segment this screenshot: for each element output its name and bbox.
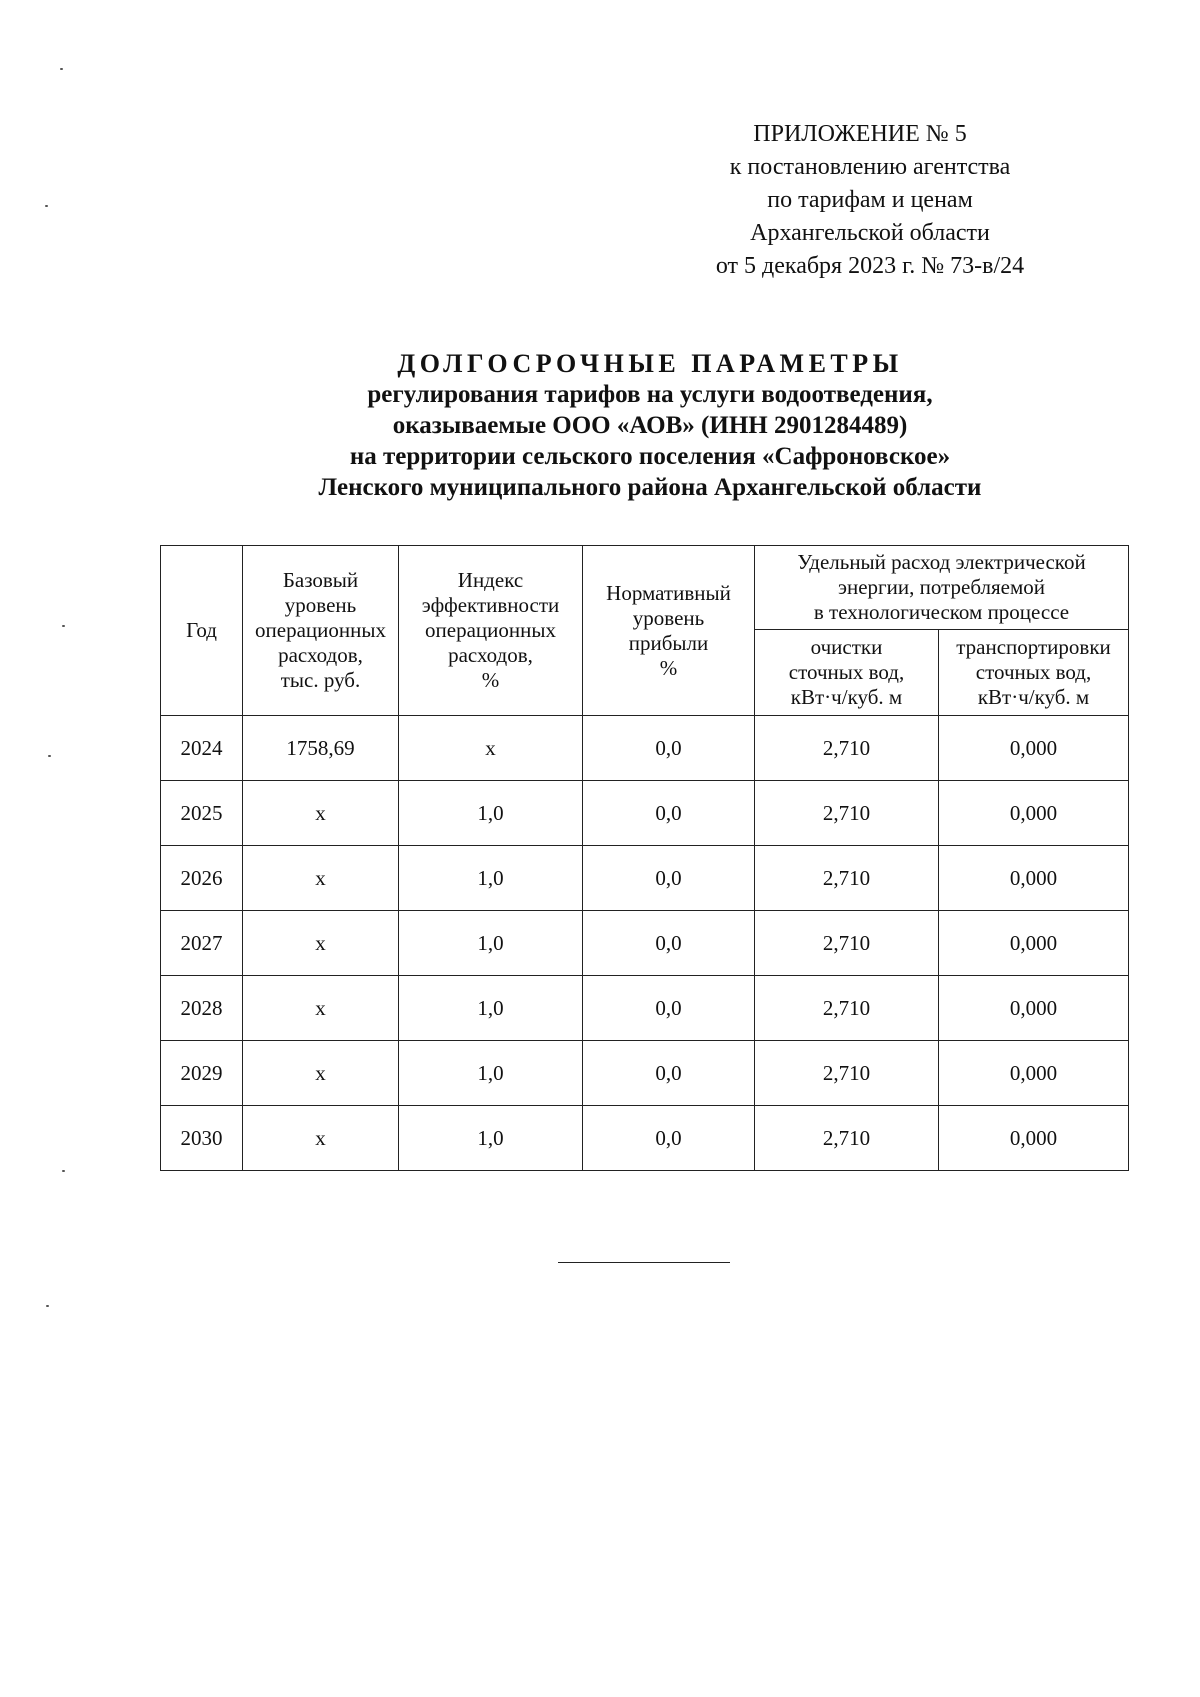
cell-base: х bbox=[243, 846, 399, 911]
header-cleaning bbox=[755, 630, 939, 716]
title-line: оказываемые ООО «АОВ» (ИНН 2901284489) bbox=[392, 412, 908, 439]
cell-cleaning: 2,710 bbox=[755, 1106, 939, 1171]
scan-speck bbox=[62, 1170, 65, 1172]
annex-line: к постановлению агентства bbox=[729, 154, 1011, 180]
cell-cleaning: 2,710 bbox=[755, 1041, 939, 1106]
header-text: расходов, bbox=[278, 643, 363, 667]
cell-index: 1,0 bbox=[399, 976, 583, 1041]
cell-year: 2024 bbox=[161, 716, 243, 781]
header-text: кВт·ч/куб. м bbox=[977, 685, 1090, 709]
table-row bbox=[161, 1106, 1129, 1171]
cell-cleaning: 2,710 bbox=[755, 976, 939, 1041]
table-row bbox=[161, 781, 1129, 846]
cell-cleaning: 2,710 bbox=[755, 911, 939, 976]
header-text: в технологическом процессе bbox=[813, 600, 1070, 624]
table-row bbox=[161, 846, 1129, 911]
cell-profit: 0,0 bbox=[583, 1106, 755, 1171]
cell-transport: 0,000 bbox=[939, 716, 1129, 781]
scan-speck bbox=[62, 625, 65, 627]
cell-index: х bbox=[399, 716, 583, 781]
header-text: кВт·ч/куб. м bbox=[790, 685, 903, 709]
cell-year: 2027 bbox=[161, 911, 243, 976]
annex-header bbox=[640, 118, 1100, 283]
cell-base: х bbox=[243, 911, 399, 976]
header-text: Индекс bbox=[457, 568, 524, 592]
header-text: операционных bbox=[425, 618, 556, 642]
header-text: энергии, потребляемой bbox=[837, 575, 1046, 599]
header-text: уровень bbox=[284, 593, 357, 617]
table-row bbox=[161, 911, 1129, 976]
annex-line: Архангельской области bbox=[750, 220, 990, 246]
header-text: расходов, bbox=[448, 643, 533, 667]
cell-profit: 0,0 bbox=[583, 716, 755, 781]
annex-date: от 5 декабря 2023 г. № 73-в/24 bbox=[715, 253, 1025, 279]
cell-index: 1,0 bbox=[399, 846, 583, 911]
header-text: Базовый bbox=[282, 568, 359, 592]
cell-profit: 0,0 bbox=[583, 976, 755, 1041]
scan-speck bbox=[60, 68, 63, 70]
table-row bbox=[161, 716, 1129, 781]
header-text: транспортировки bbox=[956, 635, 1111, 659]
cell-transport: 0,000 bbox=[939, 976, 1129, 1041]
header-year: Год bbox=[161, 546, 243, 716]
header-text: тыс. руб. bbox=[280, 668, 361, 692]
cell-index: 1,0 bbox=[399, 1106, 583, 1171]
cell-year: 2026 bbox=[161, 846, 243, 911]
cell-index: 1,0 bbox=[399, 781, 583, 846]
cell-profit: 0,0 bbox=[583, 781, 755, 846]
scan-speck bbox=[45, 205, 48, 207]
cell-year: 2030 bbox=[161, 1106, 243, 1171]
header-energy-group bbox=[755, 546, 1129, 630]
title-line: на территории сельского поселения «Сафроновское» bbox=[349, 443, 951, 470]
title-line: Ленского муниципального района Архангельской области bbox=[318, 474, 982, 501]
cell-base: х bbox=[243, 976, 399, 1041]
cell-base: х bbox=[243, 1041, 399, 1106]
cell-profit: 0,0 bbox=[583, 1041, 755, 1106]
header-profit-level bbox=[583, 546, 755, 716]
parameters-table bbox=[160, 545, 1129, 1171]
scan-speck bbox=[48, 755, 51, 757]
cell-year: 2028 bbox=[161, 976, 243, 1041]
cell-transport: 0,000 bbox=[939, 781, 1129, 846]
annex-line: по тарифам и ценам bbox=[767, 187, 973, 213]
cell-base: х bbox=[243, 781, 399, 846]
cell-transport: 0,000 bbox=[939, 1106, 1129, 1171]
cell-transport: 0,000 bbox=[939, 1041, 1129, 1106]
cell-cleaning: 2,710 bbox=[755, 781, 939, 846]
cell-index: 1,0 bbox=[399, 911, 583, 976]
cell-cleaning: 2,710 bbox=[755, 846, 939, 911]
header-efficiency-index bbox=[399, 546, 583, 716]
header-text: % bbox=[659, 655, 678, 680]
header-text: Нормативный bbox=[606, 580, 731, 605]
cell-year: 2029 bbox=[161, 1041, 243, 1106]
cell-year: 2025 bbox=[161, 781, 243, 846]
footer-divider bbox=[558, 1262, 730, 1263]
cell-base: х bbox=[243, 1106, 399, 1171]
cell-transport: 0,000 bbox=[939, 846, 1129, 911]
header-text: операционных bbox=[255, 618, 386, 642]
cell-profit: 0,0 bbox=[583, 911, 755, 976]
title-main: ДОЛГОСРОЧНЫЕ ПАРАМЕТРЫ bbox=[397, 349, 903, 378]
header-text: сточных вод, bbox=[975, 660, 1092, 684]
annex-title: ПРИЛОЖЕНИЕ № 5 bbox=[753, 121, 967, 147]
cell-profit: 0,0 bbox=[583, 846, 755, 911]
title-line: регулирования тарифов на услуги водоотведения, bbox=[367, 381, 933, 408]
table-row bbox=[161, 976, 1129, 1041]
header-transport bbox=[939, 630, 1129, 716]
cell-transport: 0,000 bbox=[939, 911, 1129, 976]
header-text: прибыли bbox=[628, 630, 709, 655]
cell-base: 1758,69 bbox=[243, 716, 399, 781]
header-text: сточных вод, bbox=[788, 660, 905, 684]
header-text: уровень bbox=[632, 605, 705, 630]
document-title bbox=[150, 348, 1150, 503]
header-text: очистки bbox=[810, 635, 883, 659]
header-text: % bbox=[481, 668, 500, 692]
cell-cleaning: 2,710 bbox=[755, 716, 939, 781]
header-text: Удельный расход электрической bbox=[797, 550, 1086, 574]
header-text: эффективности bbox=[421, 593, 560, 617]
table-row bbox=[161, 1041, 1129, 1106]
cell-index: 1,0 bbox=[399, 1041, 583, 1106]
scan-speck bbox=[46, 1305, 49, 1307]
header-base-level bbox=[243, 546, 399, 716]
